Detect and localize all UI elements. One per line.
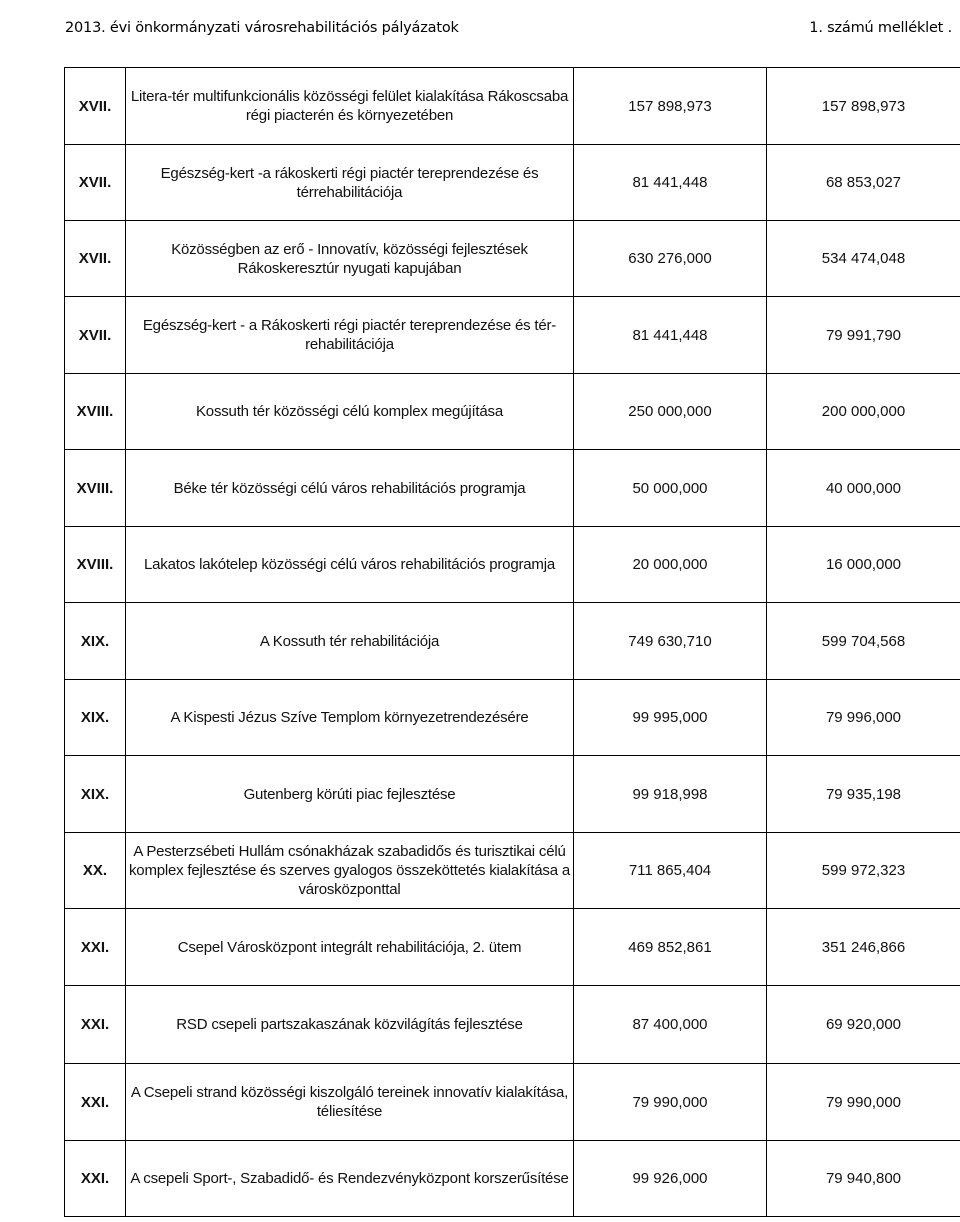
amount-granted-cell: 16 000,000: [767, 527, 960, 603]
amount-requested-cell: 81 441,448: [574, 145, 767, 221]
amount-requested-cell: 99 918,998: [574, 756, 767, 833]
district-cell: XVIII.: [65, 374, 126, 450]
amount-granted-cell: 79 935,198: [767, 756, 960, 833]
amount-granted-cell: 200 000,000: [767, 374, 960, 450]
district-cell: XIX.: [65, 756, 126, 833]
project-name-cell: Béke tér közösségi célú város rehabilitációs programja: [126, 450, 574, 527]
amount-requested-cell: 99 926,000: [574, 1141, 767, 1217]
table-row: [65, 145, 960, 221]
amount-requested-cell: 711 865,404: [574, 833, 767, 909]
table-row: [65, 833, 960, 909]
project-name-cell: A Pesterzsébeti Hullám csónakházak szabadidős és turisztikai célú komplex fejlesztése és szerves gyalogos összeköttetés kialakítása a városközponttal: [126, 833, 574, 909]
district-cell: XVIII.: [65, 450, 126, 527]
amount-requested-cell: 87 400,000: [574, 986, 767, 1064]
project-name-cell: Egészség-kert - a Rákoskerti régi piactér tereprendezése és tér-rehabilitációja: [126, 297, 574, 374]
table-row: [65, 374, 960, 450]
project-name-cell: A Kossuth tér rehabilitációja: [126, 603, 574, 680]
amount-granted-cell: 351 246,866: [767, 909, 960, 986]
amount-granted-cell: 69 920,000: [767, 986, 960, 1064]
project-name-cell: A Csepeli strand közösségi kiszolgáló tereinek innovatív kialakítása, téliesítése: [126, 1064, 574, 1141]
table-row: [65, 450, 960, 527]
amount-granted-cell: 40 000,000: [767, 450, 960, 527]
amount-requested-cell: 50 000,000: [574, 450, 767, 527]
project-name-cell: Csepel Városközpont integrált rehabilitációja, 2. ütem: [126, 909, 574, 986]
projects-table: [64, 67, 960, 1217]
amount-requested-cell: 99 995,000: [574, 680, 767, 756]
amount-requested-cell: 157 898,973: [574, 68, 767, 145]
amount-requested-cell: 469 852,861: [574, 909, 767, 986]
amount-requested-cell: 20 000,000: [574, 527, 767, 603]
amount-requested-cell: 79 990,000: [574, 1064, 767, 1141]
table-row: [65, 756, 960, 833]
amount-granted-cell: 599 972,323: [767, 833, 960, 909]
table-row: [65, 603, 960, 680]
attachment-label: 1. számú melléklet .: [809, 20, 952, 36]
amount-granted-cell: 534 474,048: [767, 221, 960, 297]
table-row: [65, 221, 960, 297]
table-row: [65, 680, 960, 756]
district-cell: XXI.: [65, 1064, 126, 1141]
district-cell: XXI.: [65, 909, 126, 986]
district-cell: XXI.: [65, 986, 126, 1064]
page-header-title: 2013. évi önkormányzati városrehabilitációs pályázatok: [65, 20, 459, 36]
district-cell: XVII.: [65, 145, 126, 221]
district-cell: XIX.: [65, 680, 126, 756]
project-name-cell: Gutenberg körúti piac fejlesztése: [126, 756, 574, 833]
district-cell: XVII.: [65, 297, 126, 374]
district-cell: XVII.: [65, 221, 126, 297]
project-name-cell: Kossuth tér közösségi célú komplex megújítása: [126, 374, 574, 450]
district-cell: XX.: [65, 833, 126, 909]
project-name-cell: RSD csepeli partszakaszának közvilágítás fejlesztése: [126, 986, 574, 1064]
amount-granted-cell: 79 940,800: [767, 1141, 960, 1217]
amount-granted-cell: 79 990,000: [767, 1064, 960, 1141]
amount-requested-cell: 630 276,000: [574, 221, 767, 297]
table-row: [65, 68, 960, 145]
table-row: [65, 1064, 960, 1141]
amount-requested-cell: 81 441,448: [574, 297, 767, 374]
project-name-cell: Litera-tér multifunkcionális közösségi felület kialakítása Rákoscsaba régi piacterén és környezetében: [126, 68, 574, 145]
project-name-cell: Lakatos lakótelep közösségi célú város rehabilitációs programja: [126, 527, 574, 603]
table-row: [65, 527, 960, 603]
district-cell: XIX.: [65, 603, 126, 680]
amount-requested-cell: 749 630,710: [574, 603, 767, 680]
table-row: [65, 909, 960, 986]
project-name-cell: A csepeli Sport-, Szabadidő- és Rendezvényközpont korszerűsítése: [126, 1141, 574, 1217]
table-row: [65, 297, 960, 374]
amount-granted-cell: 599 704,568: [767, 603, 960, 680]
amount-requested-cell: 250 000,000: [574, 374, 767, 450]
project-name-cell: A Kispesti Jézus Szíve Templom környezetrendezésére: [126, 680, 574, 756]
table-row: [65, 1141, 960, 1217]
amount-granted-cell: 79 996,000: [767, 680, 960, 756]
district-cell: XVII.: [65, 68, 126, 145]
table-row: [65, 986, 960, 1064]
project-name-cell: Egészség-kert -a rákoskerti régi piactér tereprendezése és térrehabilitációja: [126, 145, 574, 221]
amount-granted-cell: 157 898,973: [767, 68, 960, 145]
amount-granted-cell: 68 853,027: [767, 145, 960, 221]
district-cell: XXI.: [65, 1141, 126, 1217]
amount-granted-cell: 79 991,790: [767, 297, 960, 374]
project-name-cell: Közösségben az erő - Innovatív, közösségi fejlesztések Rákoskeresztúr nyugati kapujában: [126, 221, 574, 297]
district-cell: XVIII.: [65, 527, 126, 603]
